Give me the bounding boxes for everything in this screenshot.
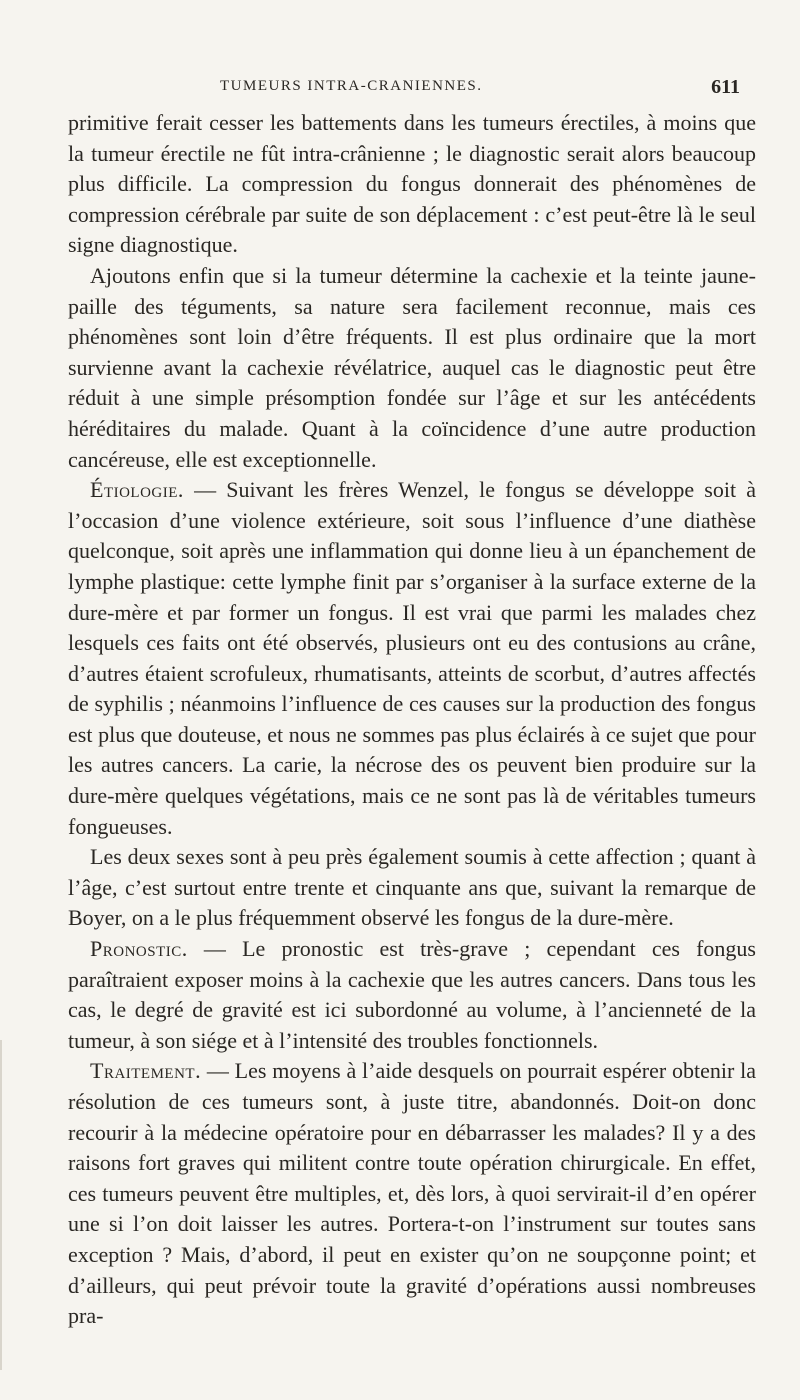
paragraph-pronostic xyxy=(68,934,756,1056)
paragraph-text: primitive ferait cesser les battements dans les tumeurs érectiles, à moins que la tumeur érectile ne fût intra-crânienne ; le diagnostic serait alors beaucoup plus difficile. La compression du fongus donnerait des phénomènes de compression cérébrale par suite de son déplacement : c’est peut-être là le seul signe diagnostique. xyxy=(68,110,756,258)
page-header xyxy=(220,78,740,104)
body-text xyxy=(68,108,756,1332)
paragraph-traitement xyxy=(68,1056,756,1331)
section-heading-pronostic: Pronostic. xyxy=(90,936,188,962)
paragraph-etiologie xyxy=(68,475,756,842)
paragraph-text: Ajoutons enfin que si la tumeur détermine la cachexie et la teinte jaune-paille des téguments, sa nature sera facilement reconnue, mais ces phénomènes sont loin d’être fréquents. Il est plus ordinaire que la mort survienne avant la cachexie révélatrice, auquel cas le diagnostic peut être réduit à une simple présomption fondée sur l’âge et sur les antécédents héréditaires du malade. Quant à la coïncidence d’une autre production cancéreuse, elle est exceptionnelle. xyxy=(68,262,756,472)
paragraph-text: — Le pronostic est très-grave ; cependant ces fongus paraîtraient exposer moins à la cachexie que les autres cancers. Dans tous les cas, le degré de gravité est ici subordonné au volume, à l’ancienneté de la tumeur, à son siége et à l’intensité des troubles fonctionnels. xyxy=(68,936,756,1053)
page-edge-shadow xyxy=(0,1040,2,1370)
paragraph-text: — Les moyens à l’aide desquels on pourrait espérer obtenir la résolution de ces tumeurs sont, à juste titre, abandonnés. Doit-on donc recourir à la médecine opératoire pour en débarrasser les malades? Il y a des raisons fort graves qui militent contre toute opération chirurgicale. En effet, ces tumeurs peuvent être multiples, et, dès lors, à quoi servirait-il d’en opérer une si l’on doit laisser les autres. Portera-t-on l’instrument sur toutes sans exception ? Mais, d’abord, il peut en exister qu’on ne soupçonne point; et d’ailleurs, qui peut prévoir toute la gravité d’opérations aussi nombreuses pra- xyxy=(68,1058,756,1329)
section-heading-etiologie: Étiologie. xyxy=(90,477,184,503)
page-number: 611 xyxy=(711,76,740,98)
paragraph-continued xyxy=(68,108,756,261)
paragraph-sexes xyxy=(68,842,756,934)
paragraph-text: — Suivant les frères Wenzel, le fongus se développe soit à l’occasion d’une violence extérieure, soit sous l’influence d’une diathèse quelconque, soit après une inflammation qui donne lieu à un épanchement de lymphe plastique: cette lymphe finit par s’organiser à la surface externe de la dure-mère et par former un fongus. Il est vrai que parmi les malades chez lesquels ces faits ont été observés, plusieurs ont eu des contusions au crâne, d’autres étaient scrofuleux, rhumatisants, atteints de scorbut, d’autres affectés de syphilis ; néanmoins l’influence de ces causes sur la production des fongus est plus que douteuse, et nous ne sommes pas plus éclairés à ce sujet que pour les autres cancers. La carie, la nécrose des os peuvent bien produire sur la dure-mère quelques végétations, mais ce ne sont pas là de véritables tumeurs fongueuses. xyxy=(68,477,756,839)
running-head: TUMEURS INTRA-CRANIENNES. xyxy=(220,78,483,94)
paragraph-text: Les deux sexes sont à peu près également soumis à cette affection ; quant à l’âge, c’est surtout entre trente et cinquante ans que, suivant la remarque de Boyer, on a le plus fréquemment observé les fongus de la dure-mère. xyxy=(68,844,756,931)
paragraph-diagnostic xyxy=(68,261,756,475)
section-heading-traitement: Traitement. xyxy=(90,1058,202,1084)
